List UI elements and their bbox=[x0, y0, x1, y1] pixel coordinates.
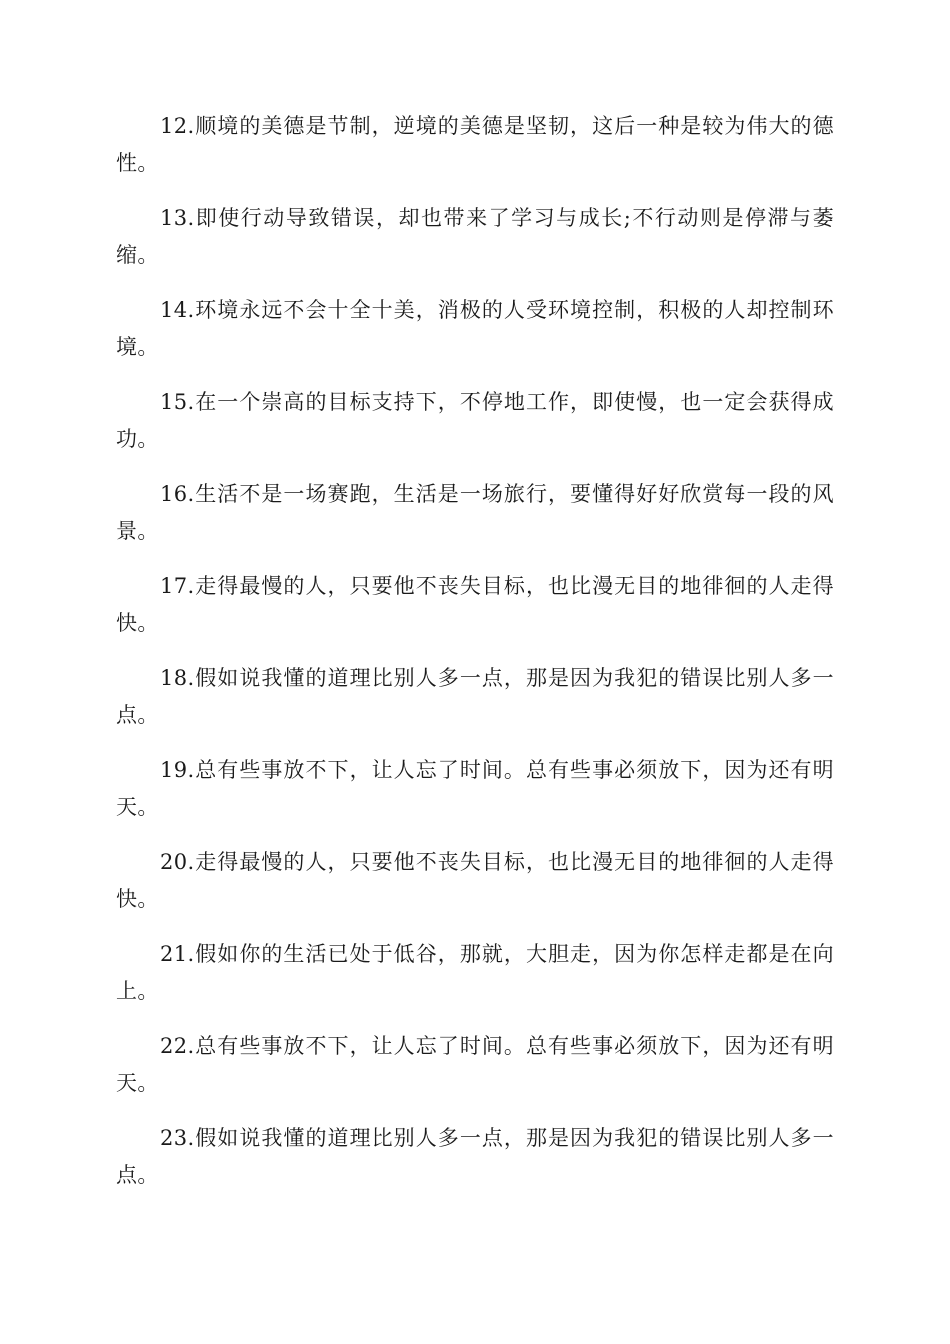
paragraph-16: 16.生活不是一场赛跑，生活是一场旅行，要懂得好好欣赏每一段的风景。 bbox=[116, 482, 834, 543]
paragraph-21: 21.假如你的生活已处于低谷，那就，大胆走，因为你怎样走都是在向上。 bbox=[116, 942, 834, 1003]
paragraph-20: 20.走得最慢的人，只要他不丧失目标，也比漫无目的地徘徊的人走得快。 bbox=[116, 850, 834, 911]
paragraph-23: 23.假如说我懂的道理比别人多一点，那是因为我犯的错误比别人多一点。 bbox=[116, 1126, 834, 1187]
paragraph-19: 19.总有些事放不下，让人忘了时间。总有些事必须放下，因为还有明天。 bbox=[116, 758, 834, 819]
paragraph-15: 15.在一个崇高的目标支持下，不停地工作，即使慢，也一定会获得成功。 bbox=[116, 390, 834, 451]
paragraph-18: 18.假如说我懂的道理比别人多一点，那是因为我犯的错误比别人多一点。 bbox=[116, 666, 834, 727]
paragraph-12: 12.顺境的美德是节制，逆境的美德是坚韧，这后一种是较为伟大的德性。 bbox=[116, 114, 834, 175]
document-body bbox=[116, 108, 834, 1212]
paragraph-14: 14.环境永远不会十全十美，消极的人受环境控制，积极的人却控制环境。 bbox=[116, 298, 834, 359]
paragraph-17: 17.走得最慢的人，只要他不丧失目标，也比漫无目的地徘徊的人走得快。 bbox=[116, 574, 834, 635]
paragraph-13: 13.即使行动导致错误，却也带来了学习与成长;不行动则是停滞与萎缩。 bbox=[116, 206, 834, 267]
paragraph-22: 22.总有些事放不下，让人忘了时间。总有些事必须放下，因为还有明天。 bbox=[116, 1034, 834, 1095]
